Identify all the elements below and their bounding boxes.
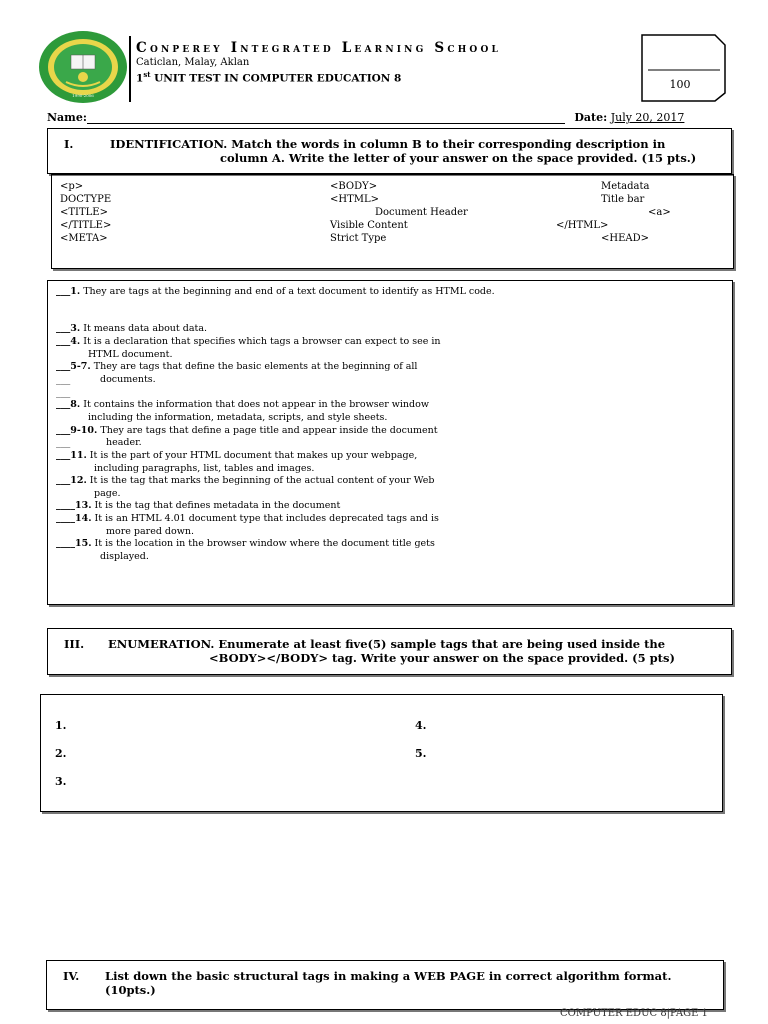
column-a-questions xyxy=(47,280,733,605)
section-instruction-line1: List down the basic structural tags in making a WEB PAGE in correct algorithm format. xyxy=(105,969,672,983)
test-title: 1st UNIT TEST IN COMPUTER EDUCATION 8 xyxy=(136,70,402,85)
column-b-item: Visible Content xyxy=(330,220,408,231)
section-instruction-line2: column A. Write the letter of your answer on the space provided. (15 pts.) xyxy=(220,151,697,165)
question-item: ___12. It is the tag that marks the beginning of the actual content of your Web xyxy=(56,475,435,486)
column-b-item: <BODY> xyxy=(330,181,378,192)
question-item: ____14. It is an HTML 4.01 document type that includes deprecated tags and is xyxy=(56,513,439,524)
question-item: ___11. It is the part of your HTML document that makes up your webpage, xyxy=(56,450,418,461)
section-instruction-line2: (10pts.) xyxy=(105,983,156,997)
question-item: ___3. It means data about data. xyxy=(56,323,208,334)
section-enumeration-header xyxy=(47,628,732,675)
question-continuation: including the information, metadata, scripts, and style sheets. xyxy=(88,412,388,423)
section-instruction-line1: IDENTIFICATION. Match the words in column B to their corresponding description in xyxy=(110,137,666,151)
answer-blank[interactable]: ___ xyxy=(56,374,71,385)
question-item: ____15. It is the location in the browser window where the document title gets xyxy=(56,538,435,549)
answer-line-1[interactable]: 1. xyxy=(55,719,67,732)
column-b-item: DOCTYPE xyxy=(60,194,112,205)
total-score: 100 xyxy=(669,78,691,91)
score-box xyxy=(640,33,727,103)
question-continuation: documents. xyxy=(100,374,156,385)
page-footer: COMPUTER EDUC 8|PAGE 1 xyxy=(560,1008,708,1019)
section-structural-tags-header xyxy=(46,960,724,1010)
question-continuation: more pared down. xyxy=(106,526,194,537)
column-b-item: Strict Type xyxy=(330,233,387,244)
column-b-item: Title bar xyxy=(601,194,645,205)
question-item: ___4. It is a declaration that specifies which tags a browser can expect to see in xyxy=(56,336,441,347)
name-label: Name: xyxy=(47,111,87,124)
question-continuation: header. xyxy=(106,437,142,448)
section-number: IV. xyxy=(63,969,80,983)
answer-line-5[interactable]: 5. xyxy=(415,747,427,760)
name-blank[interactable] xyxy=(87,123,565,124)
question-continuation: displayed. xyxy=(100,551,149,562)
question-continuation: page. xyxy=(94,488,121,499)
column-b-item: <a> xyxy=(648,207,671,218)
section-number: III. xyxy=(64,637,85,651)
question-item: ___9-10. They are tags that define a page title and appear inside the document xyxy=(56,425,438,436)
question-item: ___1. They are tags at the beginning and end of a text document to identify as HTML code. xyxy=(56,286,495,297)
svg-text:1990-2006: 1990-2006 xyxy=(72,93,94,98)
school-name: Conperey Integrated Learning School xyxy=(136,40,502,56)
question-item: ____13. It is the tag that defines metadata in the document xyxy=(56,500,341,511)
enumeration-answer-box xyxy=(40,694,723,812)
school-logo xyxy=(38,30,128,104)
column-b-item: </TITLE> xyxy=(60,220,112,231)
column-b-item: <TITLE> xyxy=(60,207,108,218)
column-b-item: </HTML> xyxy=(556,220,609,231)
section-instruction-line1: ENUMERATION. Enumerate at least five(5) sample tags that are being used inside the xyxy=(108,637,666,651)
answer-blank[interactable]: ___ xyxy=(56,437,71,448)
question-item: ___5-7. They are tags that define the basic elements at the beginning of all xyxy=(56,361,418,372)
column-b-item: Metadata xyxy=(601,181,650,192)
question-continuation: HTML document. xyxy=(88,349,173,360)
column-b-item: <HTML> xyxy=(330,194,380,205)
section-instruction-line2: <BODY></BODY> tag. Write your answer on the space provided. (5 pts) xyxy=(209,651,675,665)
name-date-row xyxy=(47,111,727,124)
column-b-box xyxy=(51,174,734,269)
question-item: ___8. It contains the information that does not appear in the browser window xyxy=(56,399,429,410)
question-continuation: including paragraphs, list, tables and images. xyxy=(94,463,315,474)
section-identification-header xyxy=(47,128,732,174)
date-value: July 20, 2017 xyxy=(610,111,685,124)
section-number: I. xyxy=(64,137,74,151)
date-label: Date: xyxy=(574,111,608,124)
column-b-item: <HEAD> xyxy=(601,233,650,244)
answer-line-3[interactable]: 3. xyxy=(55,775,67,788)
header-divider xyxy=(129,36,131,102)
answer-line-2[interactable]: 2. xyxy=(55,747,67,760)
column-b-item: Document Header xyxy=(375,207,468,218)
column-b-item: <p> xyxy=(60,181,84,192)
answer-line-4[interactable]: 4. xyxy=(415,719,427,732)
column-b-item: <META> xyxy=(60,233,108,244)
school-address: Caticlan, Malay, Aklan xyxy=(136,57,250,68)
answer-blank[interactable]: ___ xyxy=(56,387,71,398)
